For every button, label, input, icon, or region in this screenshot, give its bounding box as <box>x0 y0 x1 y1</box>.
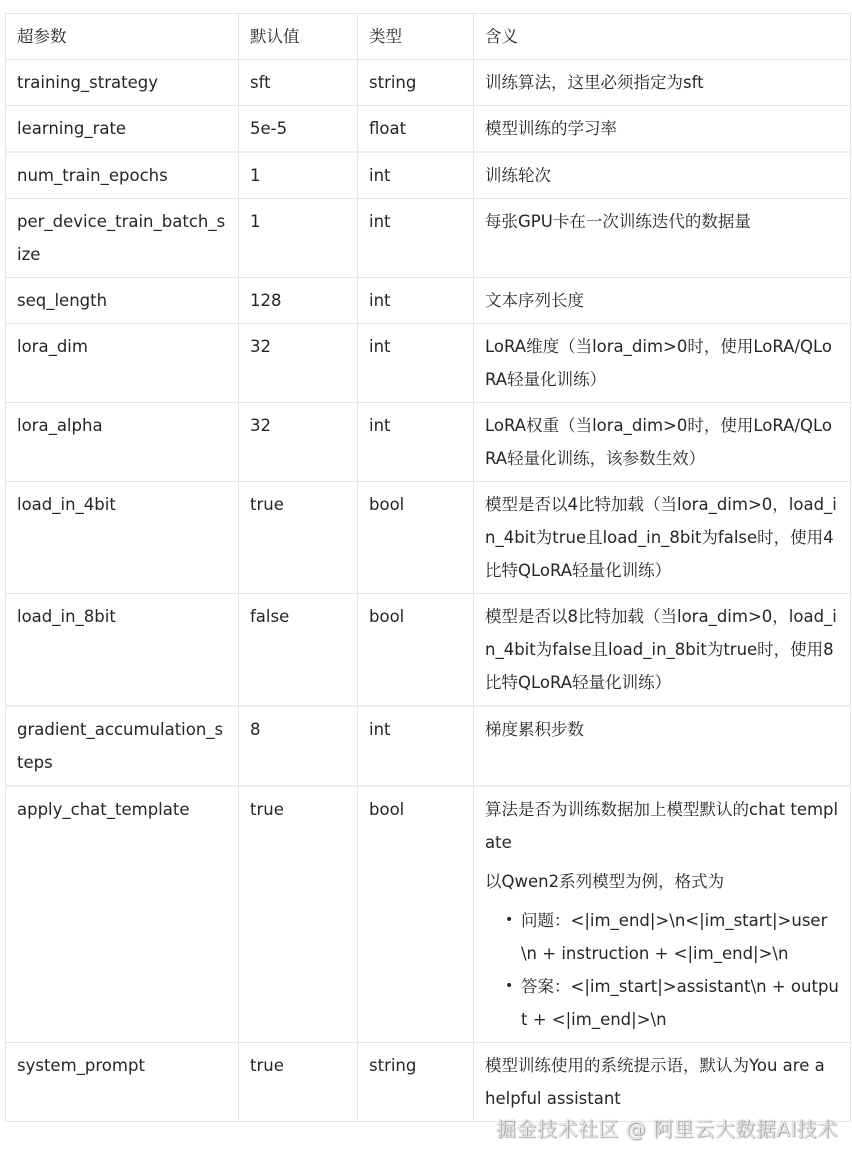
table-row <box>6 278 851 324</box>
header-param: 超参数 <box>6 14 239 60</box>
table-row <box>6 594 851 707</box>
param-type: bool <box>358 594 474 707</box>
param-default: 128 <box>239 278 358 324</box>
param-name: gradient_accumulation_steps <box>6 706 239 786</box>
param-desc: 文本序列长度 <box>474 278 851 324</box>
param-type: bool <box>358 786 474 1043</box>
table-row <box>6 1043 851 1122</box>
table-row <box>6 106 851 153</box>
param-default: 1 <box>239 152 358 199</box>
param-type: int <box>358 403 474 482</box>
param-name: load_in_4bit <box>6 482 239 594</box>
param-type: int <box>358 706 474 786</box>
param-type: bool <box>358 482 474 594</box>
param-desc: 每张GPU卡在一次训练迭代的数据量 <box>474 199 851 278</box>
param-type: int <box>358 199 474 278</box>
table-header-row <box>6 14 851 60</box>
param-type: float <box>358 106 474 153</box>
table-row <box>6 403 851 482</box>
bullet-text: 问题：<|im_end|>\n<|im_start|>user\n + instruction + <|im_end|>\n <box>521 911 828 963</box>
table-row <box>6 60 851 106</box>
param-desc: 训练轮次 <box>474 152 851 199</box>
bullet-icon: • <box>505 912 514 928</box>
param-desc: 算法是否为训练数据加上模型默认的chat template <box>485 800 839 852</box>
format-bullet-list <box>485 904 839 1036</box>
table-row <box>6 706 851 786</box>
param-type: string <box>358 60 474 106</box>
param-name: training_strategy <box>6 60 239 106</box>
bullet-item-answer <box>505 970 839 1036</box>
param-name: lora_dim <box>6 324 239 403</box>
param-name: learning_rate <box>6 106 239 153</box>
param-default: 8 <box>239 706 358 786</box>
param-name: lora_alpha <box>6 403 239 482</box>
param-default: true <box>239 482 358 594</box>
param-default: true <box>239 1043 358 1122</box>
param-name: per_device_train_batch_size <box>6 199 239 278</box>
header-meaning: 含义 <box>474 14 851 60</box>
param-type: int <box>358 324 474 403</box>
table-row <box>6 152 851 199</box>
param-desc: 模型训练使用的系统提示语，默认为You are a helpful assistant <box>474 1043 851 1122</box>
param-name: system_prompt <box>6 1043 239 1122</box>
param-desc: 模型训练的学习率 <box>474 106 851 153</box>
param-default: sft <box>239 60 358 106</box>
header-type: 类型 <box>358 14 474 60</box>
watermark: 掘金技术社区 @ 阿里云大数据AI技术 <box>496 1117 838 1141</box>
param-desc-cell <box>474 786 851 1043</box>
bullet-item-question <box>505 904 839 970</box>
table-row <box>6 786 851 1043</box>
param-desc: 模型是否以4比特加载（当lora_dim>0，load_in_4bit为true且load_in_8bit为false时，使用4比特QLoRA轻量化训练） <box>474 482 851 594</box>
param-desc: 模型是否以8比特加载（当lora_dim>0，load_in_4bit为false且load_in_8bit为true时，使用8比特QLoRA轻量化训练） <box>474 594 851 707</box>
param-desc: 训练算法，这里必须指定为sft <box>474 60 851 106</box>
bullet-icon: • <box>505 978 514 994</box>
param-name: seq_length <box>6 278 239 324</box>
param-name: load_in_8bit <box>6 594 239 707</box>
param-desc: 梯度累积步数 <box>474 706 851 786</box>
param-name: num_train_epochs <box>6 152 239 199</box>
param-default: 32 <box>239 403 358 482</box>
param-default: 32 <box>239 324 358 403</box>
param-name: apply_chat_template <box>6 786 239 1043</box>
param-type: int <box>358 278 474 324</box>
param-default: 5e-5 <box>239 106 358 153</box>
hyperparameter-table <box>5 13 851 1122</box>
param-default: false <box>239 594 358 707</box>
param-desc-extra: 以Qwen2系列模型为例，格式为 <box>485 872 725 891</box>
bullet-text: 答案：<|im_start|>assistant\n + output + <|im_end|>\n <box>521 977 839 1029</box>
param-default: 1 <box>239 199 358 278</box>
header-default: 默认值 <box>239 14 358 60</box>
param-type: string <box>358 1043 474 1122</box>
table-row <box>6 199 851 278</box>
param-type: int <box>358 152 474 199</box>
param-default: true <box>239 786 358 1043</box>
param-desc: LoRA权重（当lora_dim>0时，使用LoRA/QLoRA轻量化训练，该参数生效） <box>474 403 851 482</box>
table-row <box>6 482 851 594</box>
param-desc: LoRA维度（当lora_dim>0时，使用LoRA/QLoRA轻量化训练） <box>474 324 851 403</box>
table-row <box>6 324 851 403</box>
